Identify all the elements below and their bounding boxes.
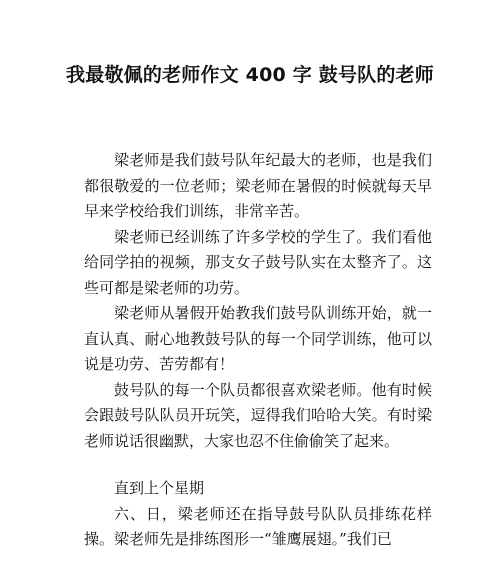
- paragraph-6: 六、日，梁老师还在指导鼓号队队员排练花样操。梁老师先是排练图形一“雏鹰展翅。”我们已: [84, 504, 432, 548]
- paragraph-1: 梁老师是我们鼓号队年纪最大的老师，也是我们都很敬爱的一位老师；梁老师在暑假的时候就每天早早来学校给我们训练，非常辛苦。: [84, 151, 432, 220]
- paragraph-3: 梁老师从暑假开始教我们鼓号队训练开始，就一直认真、耐心地教鼓号队的每一个同学训练，他可以说是功劳、苦劳都有！: [84, 304, 432, 373]
- document-title: 我最敬佩的老师作文 400 字 鼓号队的老师: [66, 64, 434, 86]
- paragraph-5: 直到上个星期: [114, 479, 205, 497]
- paragraph-2: 梁老师已经训练了许多学校的学生了。我们看他给同学拍的视频，那支女子鼓号队实在太整齐了。这些可都是梁老师的功劳。: [84, 227, 432, 297]
- paragraph-4: 鼓号队的每一个队员都很喜欢梁老师。他有时候会跟鼓号队队员开玩笑，逗得我们哈哈大笑。有时梁老师说话很幽默，大家也忍不住偷偷笑了起来。: [84, 380, 432, 450]
- document-body: [84, 148, 432, 553]
